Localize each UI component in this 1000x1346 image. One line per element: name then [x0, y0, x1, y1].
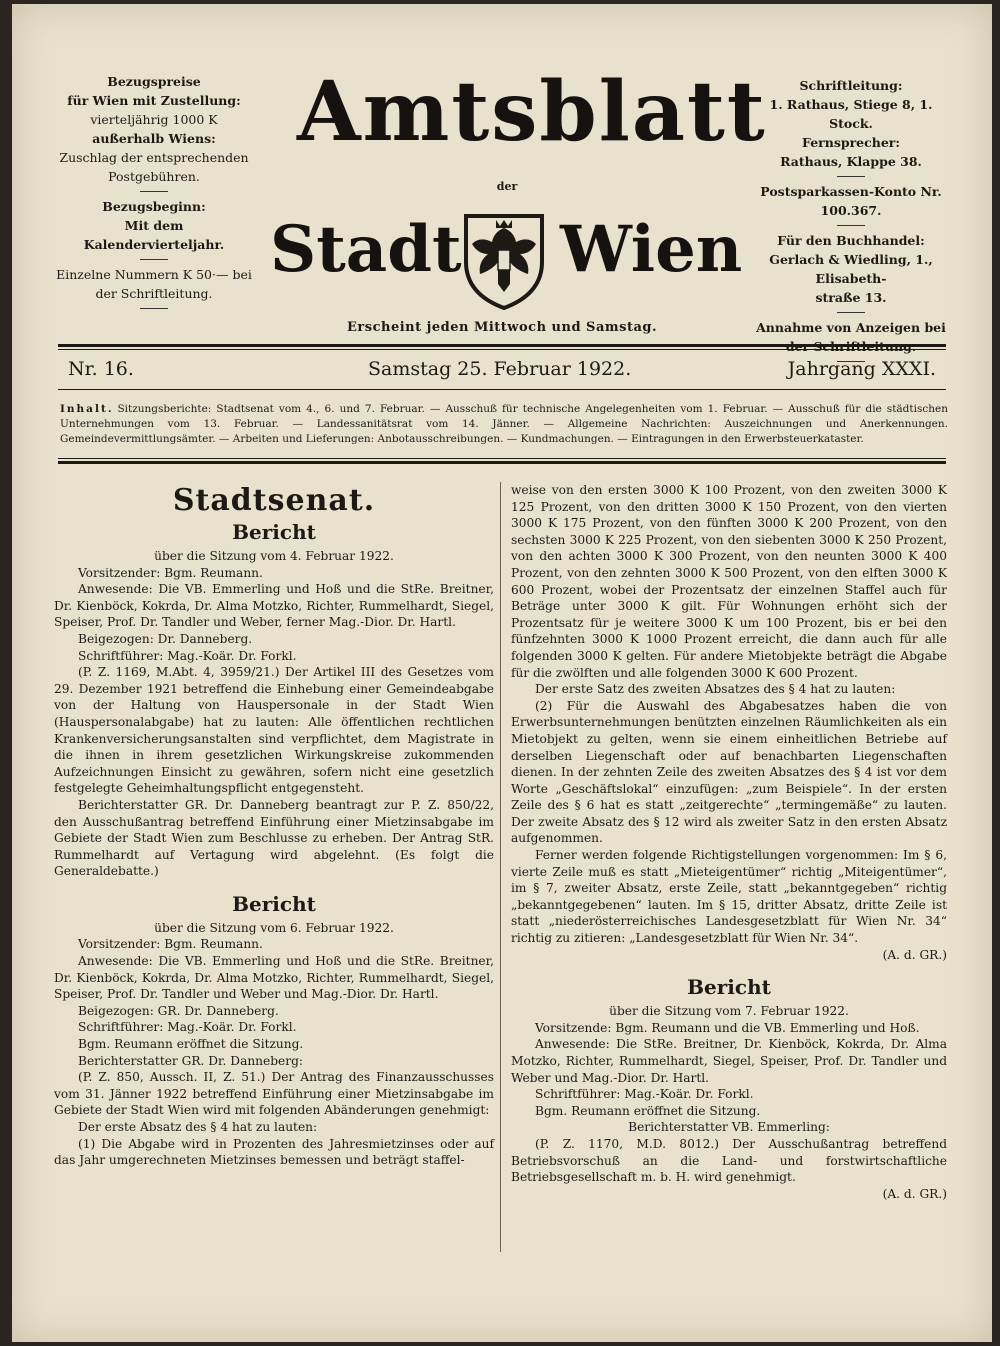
- report-body: Berichterstatter GR. Dr. Danneberg beantragt zur P. Z. 850/22, den Ausschußantrag betreffend Einführung einer Mietzinsabgabe im Gebiete der Stadt Wien zum Beschlusse zu erheben. Der Antrag StR. Rummelhardt auf Vertagung wird abgelehnt. (Es folgt die Generaldebatte.): [54, 797, 494, 879]
- contents-label: Inhalt.: [60, 403, 114, 415]
- report-body: (1) Die Abgabe wird in Prozenten des Jahresmietzinses oder auf das Jahr umgerechneten Mietzinses bemessen und beträgt staffel-: [54, 1136, 494, 1168]
- subscription-line: Zuschlag der entsprechenden: [59, 150, 249, 165]
- contents-rule-thick: [58, 461, 946, 464]
- right-column: [511, 482, 947, 1202]
- attending: Beigezogen: GR. Dr. Danneberg.: [78, 1003, 279, 1018]
- report-body: (P. Z. 850, Aussch. II, Z. 51.) Der Antrag des Finanzausschusses vom 31. Jänner 1922 betreffend Einführung einer Mietzinsabgabe im Gebiete der Stadt Wien wird mit folgenden Abänderungen genehmigt:: [54, 1070, 494, 1118]
- editorial-line: Annahme von Anzeigen bei: [756, 320, 946, 335]
- divider: [837, 176, 865, 177]
- contents-text: Sitzungsberichte: Stadtsenat vom 4., 6. und 7. Februar. — Ausschuß für technische Angelegenheiten vom 1. Februar. — Ausschuß für die städtischen Unternehmungen vom 13. Februar. — Landessanitätsrat vom 14. Jänner. — Allgemeine Nachrichten: Auszeichnungen und Anerkennungen. Gemeindevermittlungsämter. — Arbeiten und Lieferungen: Anbotausschreibungen. — Kundmachungen. — Eintragungen in den Erwerbsteuerkataster.: [60, 403, 948, 445]
- signature: (A. d. GR.): [882, 947, 947, 962]
- issue-rule: [58, 389, 946, 390]
- divider: [837, 312, 865, 313]
- divider: [140, 308, 168, 309]
- editorial-line: straße 13.: [815, 290, 887, 305]
- reporter: Berichterstatter VB. Emmerling:: [628, 1120, 830, 1135]
- editorial-line: Fernsprecher:: [802, 135, 900, 150]
- secretary: Schriftführer: Mag.-Koär. Dr. Forkl.: [535, 1087, 754, 1102]
- subscription-line: Bezugsbeginn:: [102, 199, 206, 214]
- editorial-line: Gerlach & Wiedling, 1., Elisabeth-: [769, 252, 933, 286]
- chair: Vorsitzender: Bgm. Reumann.: [78, 937, 263, 952]
- subscription-line: für Wien mit Zustellung:: [67, 93, 241, 108]
- report-body: (2) Für die Auswahl des Abgabesatzes haben die von Erwerbsunternehmungen benützten einzelnen Räumlichkeiten als ein Mietobjekt zu gelten, wenn sie einem einheitlichen Betriebe auf derselben Liegenschaft oder auf benachbarten Liegenschaften dienen. In der zehnten Zeile des zweiten Absatzes des § 4 ist vor dem Worte „Geschäftslokal“ einzufügen: „zum Beispiele“. In der ersten Zeile des § 6 hat es statt „zeitgerechte“ „termingemäße“ zu lauten. Der zweite Absatz des § 12 wird als zweiter Satz in den ersten Absatz aufgenommen.: [511, 698, 947, 846]
- issue-number: Nr. 16.: [68, 358, 134, 380]
- attendees: Anwesende: Die StRe. Breitner, Dr. Kienböck, Kokrda, Dr. Alma Motzko, Richter, Rummelhardt, Siegel, Speiser, Prof. Dr. Tandler und Weber und Mag.-Dior. Dr. Hartl.: [511, 1037, 947, 1085]
- meeting-date: über die Sitzung vom 7. Februar 1922.: [609, 1004, 849, 1019]
- editorial-line: Postsparkassen-Konto Nr. 100.367.: [760, 184, 942, 218]
- issue-line: [62, 356, 942, 386]
- report-heading: Bericht: [687, 975, 771, 1000]
- masthead-rule-thin: [58, 349, 946, 350]
- spacer: [54, 880, 494, 892]
- subscription-line: Einzelne Nummern K 50·— bei: [56, 267, 252, 282]
- left-column: [54, 482, 494, 1169]
- spacer: [511, 963, 947, 975]
- attendees: Anwesende: Die VB. Emmerling und Hoß und die StRe. Breitner, Dr. Kienböck, Kokrda, Dr. Alma Motzko, Richter, Rummelhardt, Siegel, Speiser, Prof. Dr. Tandler und Weber und Mag.-Dior. Dr. Hartl.: [54, 954, 494, 1002]
- report-body: (P. Z. 1170, M.D. 8012.) Der Ausschußantrag betreffend Betriebsvorschuß an die Land- und forstwirtschaftliche Betriebsgesellschaft m. b. H. wird genehmigt.: [511, 1136, 947, 1185]
- subscription-line: Mit dem Kalendervierteljahr.: [83, 218, 225, 252]
- newspaper-page: [12, 4, 992, 1342]
- subscription-line: vierteljährig 1000 K: [90, 112, 218, 127]
- masthead-rule: [58, 344, 946, 347]
- issue-volume: Jahrgang XXXI.: [787, 358, 936, 380]
- column-divider: [500, 482, 501, 1252]
- subscription-line: Postgebühren.: [108, 169, 200, 184]
- subscription-info: [56, 72, 252, 314]
- opening: Bgm. Reumann eröffnet die Sitzung.: [78, 1037, 304, 1052]
- masthead-wien: Wien: [560, 212, 743, 287]
- report-body: Ferner werden folgende Richtigstellungen vorgenommen: Im § 6, vierte Zeile muß es statt „Mieteigentümer“ richtig „Miteigentümer“, im § 7, zweiter Absatz, erste Zeile, statt „bekanntgegeben“ richtig „bekanntgegebenen“ lauten. Im § 15, dritter Absatz, dritte Zeile ist statt „niederösterreichisches Landesgesetzblatt für Wien Nr. 34“ richtig zu zitieren: „Landesgesetzblatt für Wien Nr. 34“.: [511, 848, 947, 946]
- divider: [140, 191, 168, 192]
- issue-date: Samstag 25. Februar 1922.: [368, 358, 632, 380]
- meeting-date: über die Sitzung vom 4. Februar 1922.: [154, 549, 394, 563]
- subscription-line: Bezugspreise: [107, 74, 201, 89]
- editorial-line: Rathaus, Klappe 38.: [780, 154, 922, 169]
- meeting-date: über die Sitzung vom 6. Februar 1922.: [154, 920, 394, 935]
- report-body: (P. Z. 1169, M.Abt. 4, 3959/21.) Der Artikel III des Gesetzes vom 29. Dezember 1921 betreffend die Einhebung einer Gemeindeabgabe von der Haltung von Hauspersonale in der Stadt Wien (Hauspersonalabgabe) hat zu lauten: Alle öffentlichen rechtlichen Krankenversicherungsanstalten sind verpflichtet, dem Magistrate in die ihnen in ihrem gesetzlichen Wirkungskreise zukommenden Aufzeichnungen Einsicht zu gewähren, sofern nicht eine gesetzlich festgelegte Geheimhaltungspflicht entgegensteht.: [54, 665, 494, 796]
- reporter: Berichterstatter GR. Dr. Danneberg:: [78, 1053, 303, 1068]
- editorial-line: Schriftleitung:: [799, 78, 903, 93]
- report-heading: Bericht: [232, 891, 316, 916]
- masthead-subtitle: Erscheint jeden Mittwoch und Samstag.: [347, 320, 657, 335]
- opening: Bgm. Reumann eröffnet die Sitzung.: [535, 1103, 761, 1118]
- table-of-contents: [60, 402, 948, 447]
- editorial-line: 1. Rathaus, Stiege 8, 1. Stock.: [769, 97, 933, 131]
- signature: (A. d. GR.): [882, 1186, 947, 1201]
- chair: Vorsitzende: Bgm. Reumann und die VB. Emmerling und Hoß.: [535, 1020, 920, 1035]
- contents-rule: [58, 458, 946, 459]
- report-body: Der erste Absatz des § 4 hat zu lauten:: [78, 1120, 318, 1134]
- chair: Vorsitzender: Bgm. Reumann.: [78, 565, 263, 580]
- masthead-stadt: Stadt: [270, 212, 462, 287]
- subscription-line: der Schriftleitung.: [95, 286, 213, 301]
- attending: Beigezogen: Dr. Danneberg.: [78, 631, 253, 646]
- vienna-crest-icon: [458, 210, 550, 310]
- report-heading: Bericht: [232, 520, 316, 544]
- masthead-der: der: [496, 180, 518, 193]
- editorial-info: [746, 76, 956, 367]
- editorial-line: Für den Buchhandel:: [777, 233, 925, 248]
- secretary: Schriftführer: Mag.-Koär. Dr. Forkl.: [78, 648, 297, 663]
- secretary: Schriftführer: Mag.-Koär. Dr. Forkl.: [78, 1020, 297, 1035]
- section-title: Stadtsenat.: [172, 483, 376, 518]
- report-body: weise von den ersten 3000 K 100 Prozent, von den zweiten 3000 K 125 Prozent, von den dritten 3000 K 150 Prozent, von den vierten 3000 K 175 Prozent, von den fünften 3000 K 200 Prozent, von den sechsten 3000 K 225 Prozent, von den siebenten 3000 K 250 Prozent, von den achten 3000 K 300 Prozent, von den neunten 3000 K 400 Prozent, von den zehnten 3000 K 500 Prozent, von den elften 3000 K 600 Prozent, wobei der Prozentsatz der einzelnen Staffel auch für Beträge unter 3000 K gilt. Für Wohnungen erhöht sich der Prozentsatz für je weitere 3000 K um 100 Prozent, bis er bei den fünfzehnten 3000 K 1000 Prozent erreicht, die dann auch für alle folgenden 3000 K gelten. Für andere Mietobjekte beträgt die Abgabe für die zwölften und alle folgenden 3000 K 600 Prozent.: [511, 483, 947, 680]
- masthead-title: Amtsblatt: [297, 64, 767, 160]
- report-body: Der erste Satz des zweiten Absatzes des § 4 hat zu lauten:: [535, 682, 896, 697]
- attendees: Anwesende: Die VB. Emmerling und Hoß und die StRe. Breitner, Dr. Kienböck, Kokrda, Dr. Alma Motzko, Richter, Rummelhardt, Siegel, Speiser, Prof. Dr. Tandler und Weber, ferner Mag.-Dior. Dr. Hartl.: [54, 582, 494, 630]
- subscription-line: außerhalb Wiens:: [92, 131, 216, 146]
- divider: [837, 225, 865, 226]
- divider: [140, 259, 168, 260]
